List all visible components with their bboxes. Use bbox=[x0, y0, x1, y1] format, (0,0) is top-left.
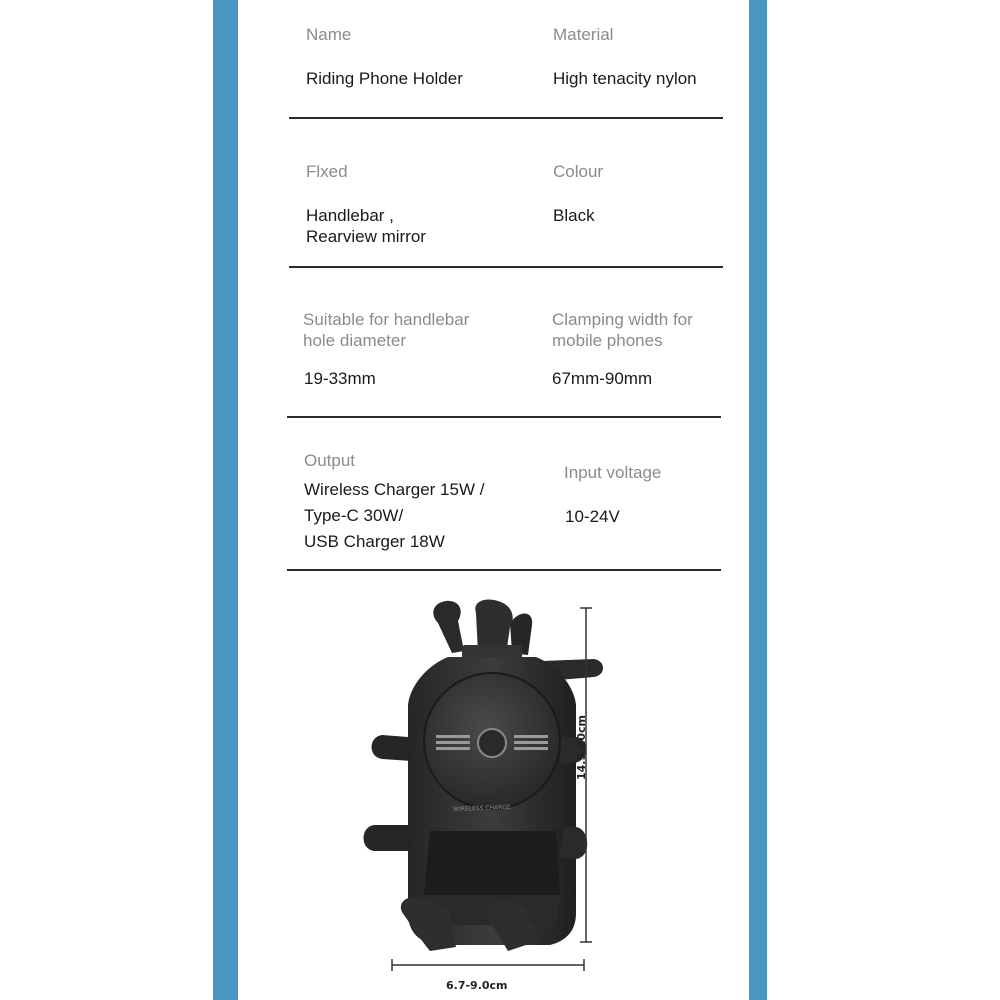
spec-label-colour: Colour bbox=[553, 162, 604, 181]
spec-label-handlebar-diameter: Suitable for handlebar hole diameter bbox=[303, 310, 470, 350]
spec-label-name: Name bbox=[306, 25, 352, 44]
spec-label-output: Output bbox=[304, 451, 356, 470]
spec-label-input-voltage: Input voltage bbox=[564, 463, 662, 482]
height-dimension-label: 14.5-20cm bbox=[575, 715, 588, 780]
spec-value-material: High tenacity nylon bbox=[553, 69, 697, 88]
row-divider bbox=[287, 416, 721, 418]
spec-value-name: Riding Phone Holder bbox=[306, 69, 463, 88]
row-divider bbox=[289, 117, 723, 119]
spec-value-handlebar-diameter: 19-33mm bbox=[304, 369, 376, 388]
spec-label-fixed: Flxed bbox=[306, 162, 348, 181]
spec-label-material: Material bbox=[553, 25, 614, 44]
width-dimension bbox=[388, 955, 588, 975]
spec-value-fixed: Handlebar , Rearview mirror bbox=[306, 206, 426, 246]
spec-value-clamping-width: 67mm-90mm bbox=[552, 369, 653, 388]
spec-value-colour: Black bbox=[553, 206, 595, 225]
row-divider bbox=[287, 569, 721, 571]
spec-label-clamping-width: Clamping width for mobile phones bbox=[552, 310, 693, 350]
spec-value-input-voltage: 10-24V bbox=[565, 507, 620, 526]
wireless-charge-badge: WIRELESS CHARGE bbox=[452, 803, 511, 814]
width-dimension-label: 6.7-9.0cm bbox=[446, 979, 508, 992]
left-accent-band bbox=[213, 0, 238, 1000]
right-accent-band bbox=[749, 0, 767, 1000]
row-divider bbox=[289, 266, 723, 268]
spec-value-output: Wireless Charger 15W / Type-C 30W/ USB Charger 18W bbox=[304, 480, 485, 551]
